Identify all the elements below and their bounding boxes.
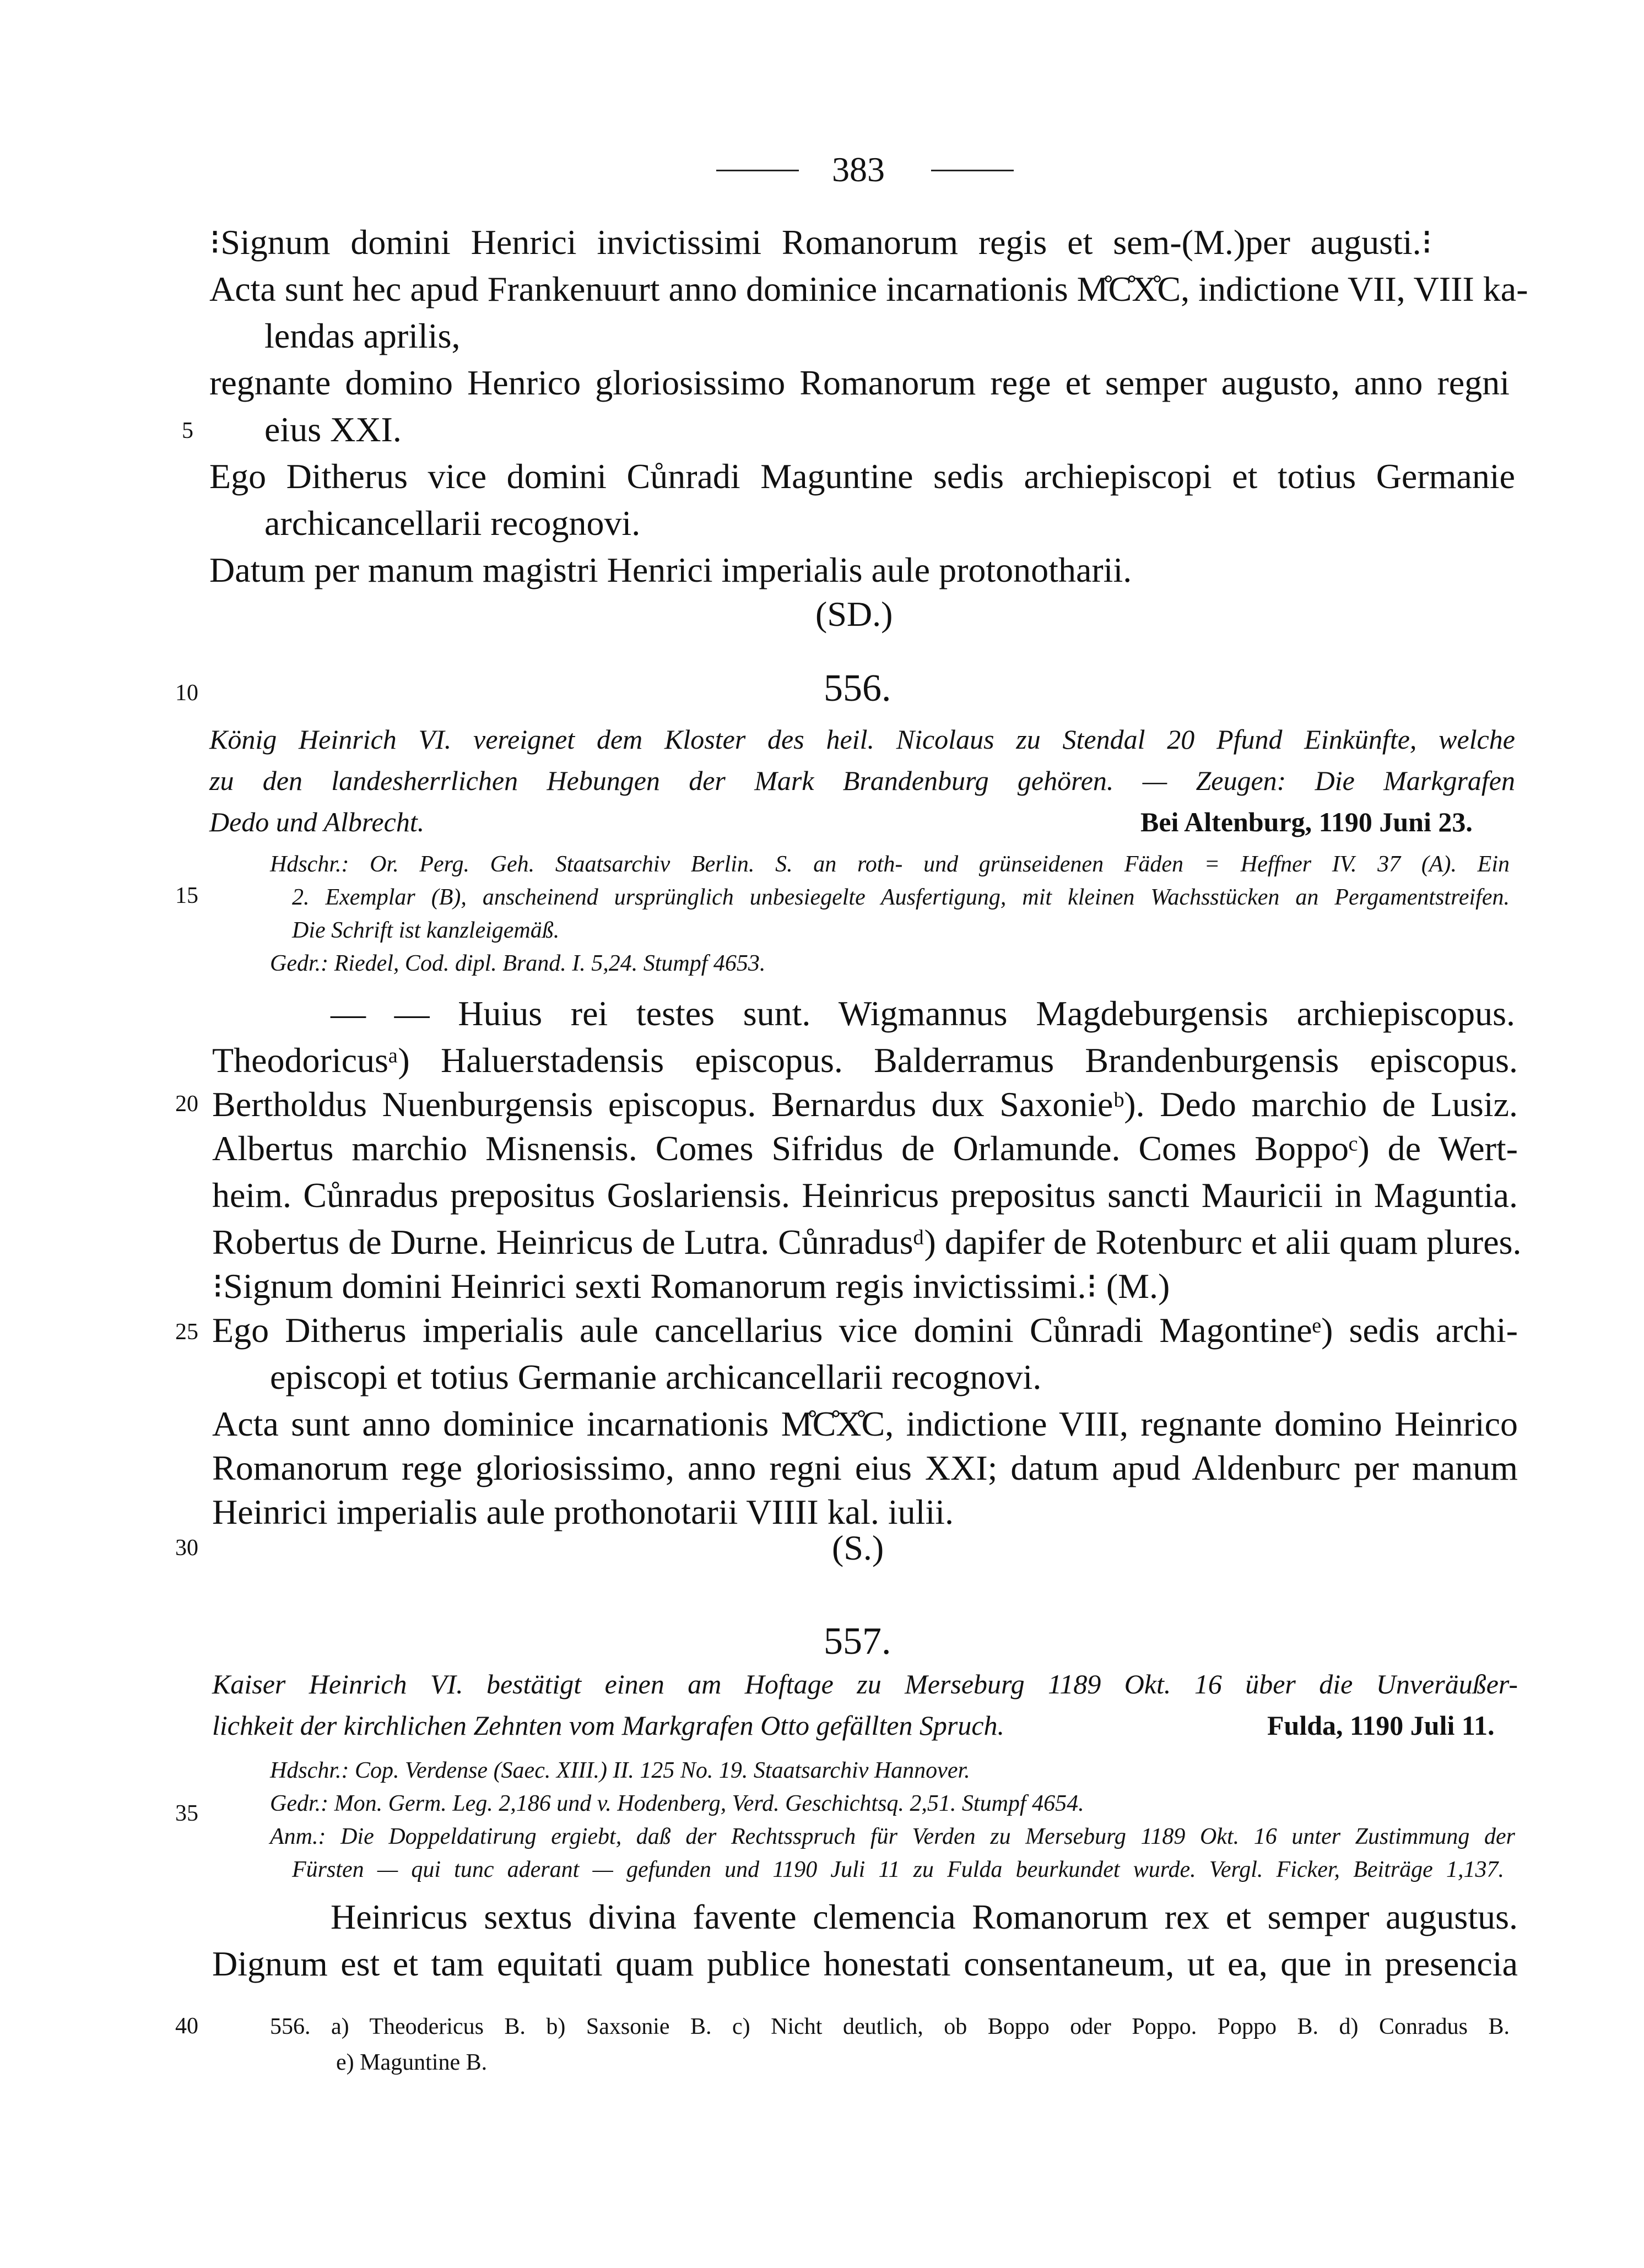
regest-line: Dedo und Albrecht.	[209, 806, 425, 837]
footnote-line: e) Maguntine B.	[336, 2050, 488, 2075]
text-line: (SD.)	[815, 594, 893, 634]
note-line: Gedr.: Mon. Germ. Leg. 2,186 und v. Hodenberg, Verd. Geschichtsq. 2,51. Stumpf 4654.	[270, 1791, 1084, 1816]
note-line: Gedr.: Riedel, Cod. dipl. Brand. I. 5,24. Stumpf 4653.	[270, 951, 766, 976]
footnote-line: 556. a) Theodericus B. b) Saxsonie B. c) Nicht deutlich, ob Boppo oder Poppo. Poppo B. d) Conradus B.	[270, 2014, 1510, 2039]
text-line: ⁝Signum domini Henrici invictissimi Romanorum regis et sem-(M.)per augusti.⁝	[209, 223, 1432, 262]
header-rule-left	[716, 170, 799, 171]
line-number: 10	[175, 680, 198, 706]
line-number: 25	[175, 1319, 198, 1345]
note-line: Fürsten — qui tunc aderant — gefunden und 1190 Juli 11 zu Fulda beurkundet wurde. Vergl. Ficker, Beiträge 1,137.	[292, 1857, 1504, 1882]
document-number: 557.	[824, 1620, 891, 1663]
text-line: episcopi et totius Germanie archicancellarii recognovi.	[270, 1357, 1042, 1396]
note-line: Die Schrift ist kanzleigemäß.	[292, 918, 560, 943]
text-line: Datum per manum magistri Henrici imperialis aule protonotharii.	[209, 550, 1132, 589]
text-line: Ego Ditherus vice domini Cůnradi Maguntine sedis archiepiscopi et totius Germanie	[209, 457, 1515, 496]
page-number: 383	[832, 150, 885, 189]
line-number: 20	[175, 1091, 198, 1117]
note-line: Hdschr.: Or. Perg. Geh. Staatsarchiv Berlin. S. an roth- und grünseidenen Fäden = Heffner IV. 37 (A). Ein	[270, 852, 1510, 877]
text-line: Ego Ditherus imperialis aule cancellarius vice domini Cůnradi Magontineᵉ) sedis archi-	[212, 1311, 1518, 1350]
line-number: 15	[175, 883, 198, 908]
line-number: 40	[175, 2013, 198, 2039]
text-line: Heinricus sextus divina favente clemencia Romanorum rex et semper augustus.	[331, 1897, 1518, 1936]
text-line: (S.)	[832, 1528, 884, 1567]
place-date: Bei Altenburg, 1190 Juni 23.	[1140, 806, 1473, 837]
header-rule-right	[931, 170, 1014, 171]
text-line: Robertus de Durne. Heinricus de Lutra. Cůnradusᵈ) dapifer de Rotenburc et alii quam plures.	[212, 1222, 1522, 1262]
line-number: 35	[175, 1801, 198, 1826]
text-line: regnante domino Henrico gloriosissimo Romanorum rege et semper augusto, anno regni	[209, 363, 1510, 402]
note-line: 2. Exemplar (B), anscheinend ursprünglich unbesiegelte Ausfertigung, mit kleinen Wachsstücken an Pergamentstreifen.	[292, 885, 1510, 910]
text-line: Acta sunt hec apud Frankenuurt anno dominice incarnationis M̊C̊X̊C, indictione VII, VIII ka-	[209, 269, 1528, 308]
line-number: 30	[175, 1535, 198, 1561]
regest-line: König Heinrich VI. vereignet dem Kloster des heil. Nicolaus zu Stendal 20 Pfund Einkünfte, welche	[209, 724, 1515, 755]
note-line: Hdschr.: Cop. Verdense (Saec. XIII.) II. 125 No. 19. Staatsarchiv Hannover.	[270, 1758, 970, 1783]
text-line: ⁝Signum domini Heinrici sexti Romanorum regis invictissimi.⁝ (M.)	[212, 1266, 1170, 1306]
text-line: — — Huius rei testes sunt. Wigmannus Magdeburgensis archiepiscopus.	[331, 994, 1515, 1033]
text-line: Acta sunt anno dominice incarnationis M̊C̊X̊C, indictione VIII, regnante domino Heinrico	[212, 1404, 1518, 1443]
text-line: eius XXI.	[264, 410, 402, 449]
text-line: Bertholdus Nuenburgensis episcopus. Bernardus dux Saxonieᵇ). Dedo marchio de Lusiz.	[212, 1085, 1518, 1124]
document-number: 556.	[824, 667, 891, 710]
text-line: Theodoricusᵃ) Haluerstadensis episcopus. Balderramus Brandenburgensis episcopus.	[212, 1041, 1518, 1080]
text-line: archicancellarii recognovi.	[264, 504, 641, 543]
line-number: 5	[182, 418, 193, 443]
text-line: heim. Cůnradus prepositus Goslariensis. Heinricus prepositus sancti Mauricii in Maguntia.	[212, 1176, 1518, 1215]
text-line: Albertus marchio Misnensis. Comes Sifridus de Orlamunde. Comes Boppoᶜ) de Wert-	[212, 1129, 1518, 1168]
text-line: lendas aprilis,	[264, 316, 461, 355]
text-line: Dignum est et tam equitati quam publice honestati consentaneum, ut ea, que in presencia	[212, 1944, 1518, 1983]
text-line: Romanorum rege gloriosissimo, anno regni eius XXI; datum apud Aldenburc per manum	[212, 1448, 1518, 1487]
place-date: Fulda, 1190 Juli 11.	[1267, 1710, 1495, 1741]
text-line: Heinrici imperialis aule prothonotarii VIIII kal. iulii.	[212, 1492, 954, 1531]
regest-line: zu den landesherrlichen Hebungen der Mark Brandenburg gehören. — Zeugen: Die Markgrafen	[209, 765, 1515, 796]
regest-line: Kaiser Heinrich VI. bestätigt einen am Hoftage zu Merseburg 1189 Okt. 16 über die Unveräußer-	[212, 1669, 1518, 1699]
note-line: Anm.: Die Doppeldatirung ergiebt, daß der Rechtsspruch für Verden zu Merseburg 1189 Okt. 16 unter Zustimmung der	[270, 1824, 1515, 1849]
regest-line: lichkeit der kirchlichen Zehnten vom Markgrafen Otto gefällten Spruch.	[212, 1710, 1005, 1741]
